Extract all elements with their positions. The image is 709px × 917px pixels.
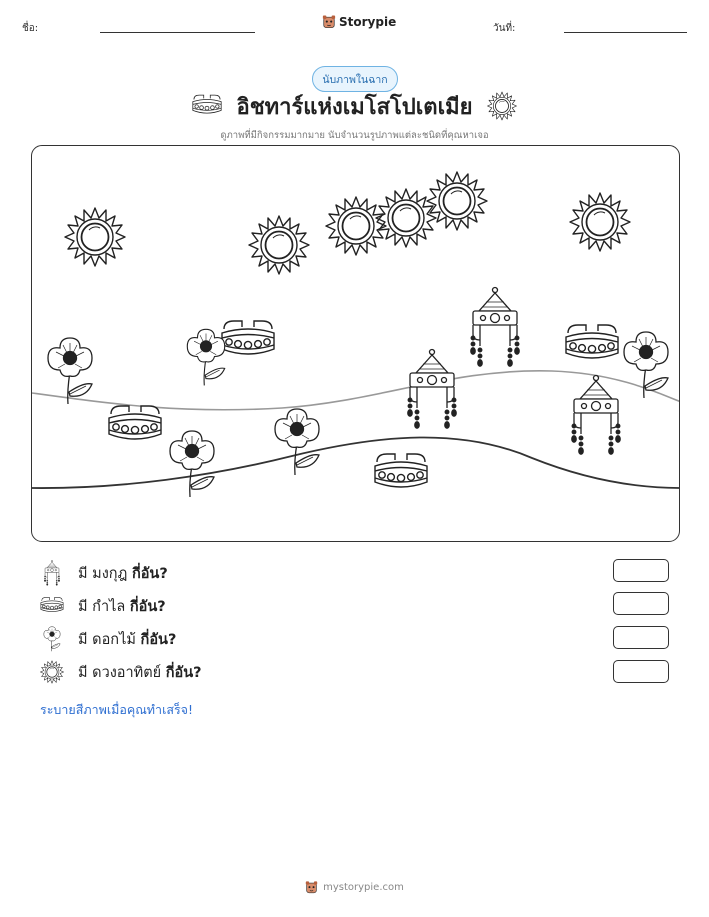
flower-icon: [170, 431, 214, 497]
sun-icon: [65, 208, 125, 266]
sun-icon: [427, 172, 487, 230]
flower-icon: [624, 332, 668, 398]
flower-icon: [275, 409, 319, 475]
page-title: อิชทาร์แห่งเมโสโปเตเมีย: [236, 95, 473, 120]
answer-box-sun[interactable]: [613, 660, 669, 683]
sun-icon: [40, 660, 64, 684]
crown-icon: [572, 376, 620, 455]
answer-box-bracelet[interactable]: [613, 592, 669, 615]
mascot-icon: [322, 14, 336, 30]
crown-icon: [408, 350, 456, 429]
crown-icon: [41, 560, 63, 586]
coloring-note: ระบายสีภาพเมื่อคุณทำเสร็จ!: [40, 702, 194, 717]
mascot-icon: [305, 880, 318, 895]
name-field-line[interactable]: [100, 32, 255, 33]
bracelet-icon: [222, 321, 274, 354]
activity-badge: นับภาพในฉาก: [312, 66, 398, 92]
question-sun: มี ดวงอาทิตย์ กี่อัน?: [40, 660, 202, 684]
bracelet-icon: [109, 406, 161, 439]
brand-logo: [322, 14, 396, 30]
sun-icon: [326, 197, 386, 255]
flower-icon: [48, 338, 92, 404]
bracelet-icon: [566, 325, 618, 358]
flower-icon: [42, 626, 62, 652]
scene-illustration: [32, 146, 680, 542]
question-bracelet: มี กำไล กี่อัน?: [40, 594, 166, 618]
sun-icon: [570, 193, 630, 251]
flower-icon: [187, 329, 224, 385]
sun-icon: [249, 216, 309, 274]
question-flower: มี ดอกไม้ กี่อัน?: [40, 627, 176, 651]
date-field-line[interactable]: [564, 32, 687, 33]
answer-box-flower[interactable]: [613, 626, 669, 649]
page-subtitle: ดูภาพที่มีกิจกรรมมากมาย นับจำนวนรูปภาพแต่ละชนิดที่คุณหาเจอ: [220, 130, 489, 141]
title-sun-icon: [487, 91, 517, 121]
bracelet-icon: [375, 454, 427, 487]
footer: [0, 880, 709, 895]
brand-name: Storypie: [339, 15, 397, 29]
footer-url[interactable]: mystorypie.com: [323, 882, 404, 893]
question-crown: มี มงกุฎ กี่อัน?: [40, 561, 168, 585]
answer-box-crown[interactable]: [613, 559, 669, 582]
date-label: วันที่:: [493, 23, 516, 34]
name-label: ชื่อ:: [22, 23, 39, 34]
counting-scene: [31, 145, 680, 542]
sun-icon: [376, 189, 436, 247]
bracelet-icon: [40, 596, 64, 616]
crown-icon: [471, 288, 519, 367]
